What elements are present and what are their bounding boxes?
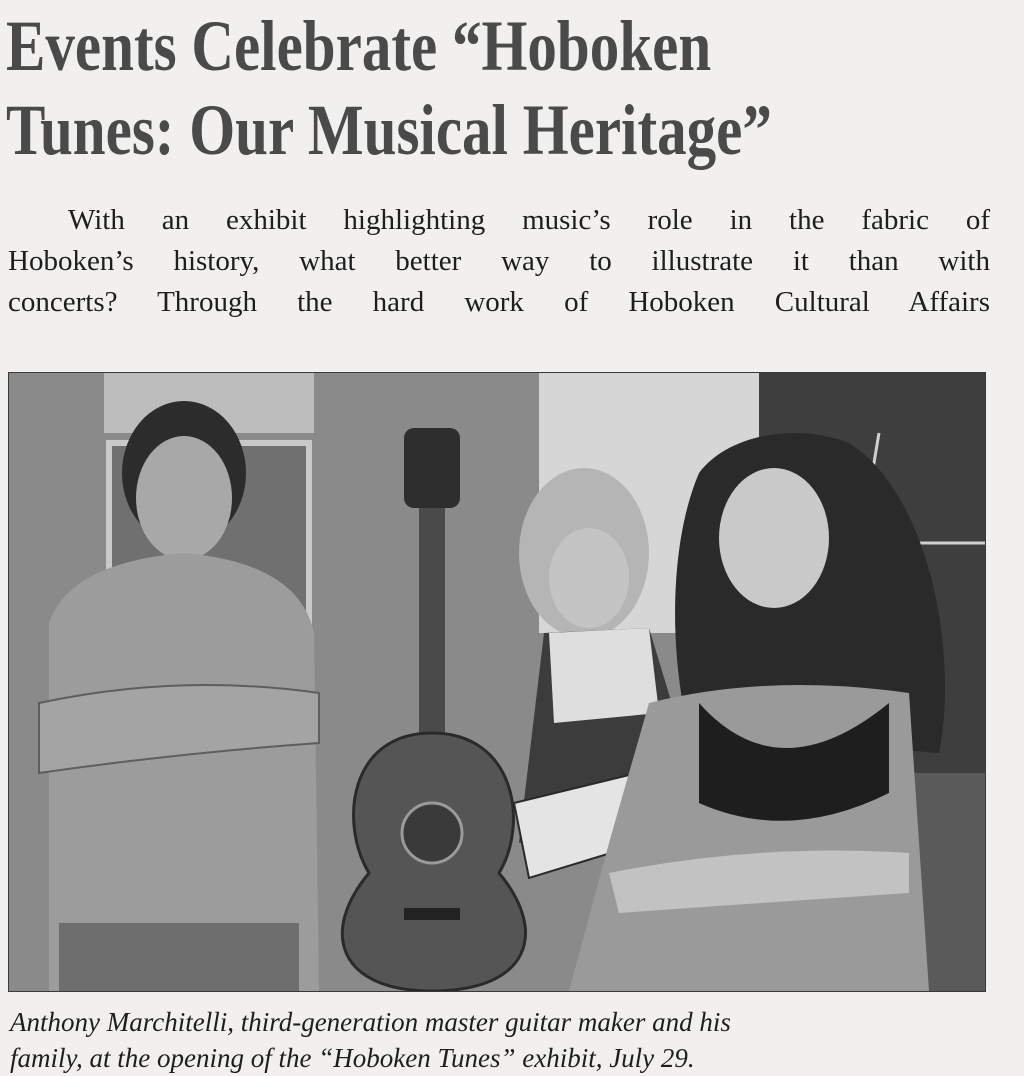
article-body xyxy=(8,200,990,323)
photo-guitar-head xyxy=(404,428,460,508)
photo-man-face xyxy=(136,436,232,560)
photo-woman-face xyxy=(719,468,829,608)
photo-illustration xyxy=(9,373,985,991)
headline-line-2: Tunes: Our Musical Heritage” xyxy=(6,90,772,170)
photo-girl-face xyxy=(549,528,629,628)
caption-line-2: family, at the opening of the “Hoboken Tunes” exhibit, July 29. xyxy=(10,1043,695,1073)
photo-girl-dress-top xyxy=(549,628,659,723)
photo-man-jeans xyxy=(59,923,299,991)
headline-line-1: Events Celebrate “Hoboken xyxy=(6,6,712,86)
body-line-3: concerts? Through the hard work of Hoboken Cultural Affairs xyxy=(8,286,990,318)
body-line-1: With an exhibit highlighting music’s role in the fabric of xyxy=(68,204,990,236)
body-line-2: Hoboken’s history, what better way to illustrate it than with xyxy=(8,245,990,277)
headline xyxy=(6,4,834,172)
caption-line-1: Anthony Marchitelli, third-generation master guitar maker and his xyxy=(10,1007,731,1037)
photo-guitar-bridge xyxy=(404,908,460,920)
photo-caption xyxy=(10,1004,1000,1076)
photo-guitar-soundhole xyxy=(402,803,462,863)
article-photo xyxy=(8,372,986,992)
